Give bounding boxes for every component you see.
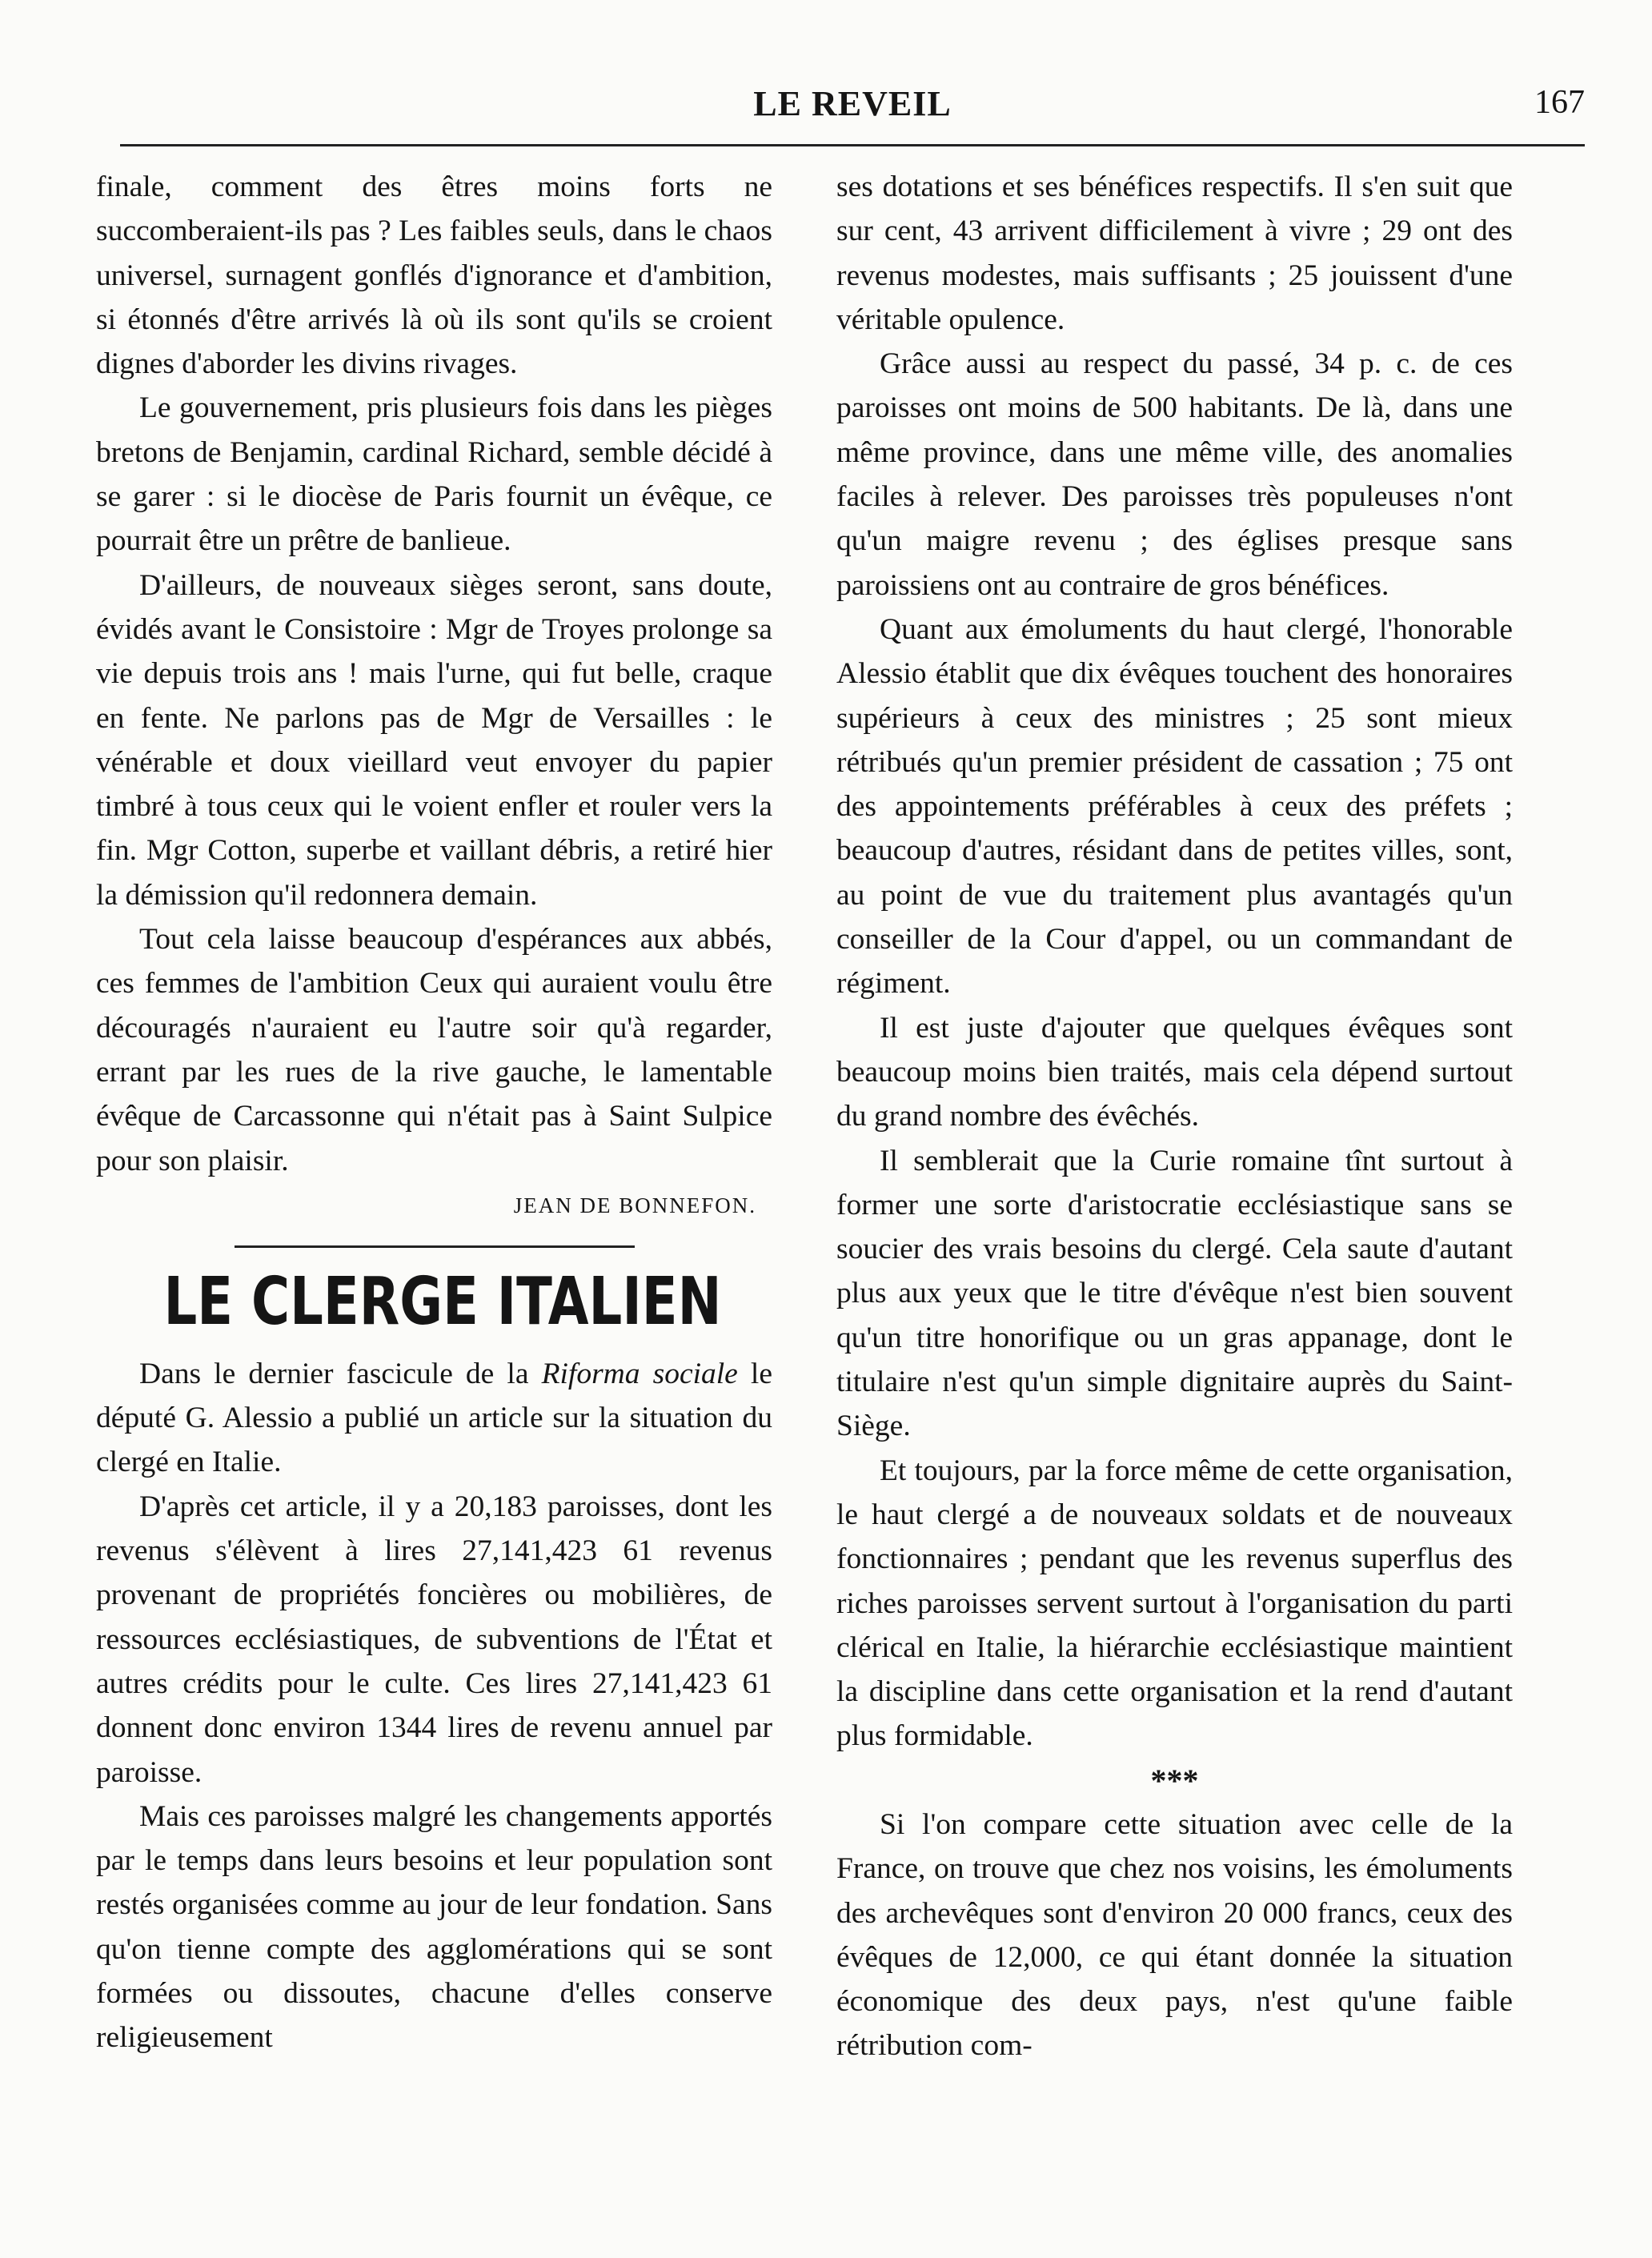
paragraph: Il est juste d'ajouter que quelques évêques sont beaucoup moins bien traités, mais cela dépend surtout du grand nombre des évêchés. bbox=[836, 1011, 1513, 1133]
right-column bbox=[836, 165, 1513, 2068]
paragraph bbox=[96, 1352, 772, 1485]
journal-title: Riforma sociale bbox=[541, 1357, 738, 1390]
paragraph: D'ailleurs, de nouveaux sièges seront, sans doute, évidés avant le Consistoire : Mgr de Troyes prolonge sa vie depuis trois ans ! mais l'urne, qui fut belle, craque en fente. Ne parlons pas de Mgr de Versailles : le vénérable et doux vieillard veut envoyer du papier timbré à tous ceux qui le voient enfler et rouler vers la fin. Mgr Cotton, superbe et vaillant débris, a retiré hier la démission qu'il redonnera demain. bbox=[96, 568, 772, 912]
author-signature: JEAN DE BONNEFON. bbox=[513, 1193, 756, 1217]
paragraph: Il semblerait que la Curie romaine tînt surtout à former une sorte d'aristocratie ecclésiastique sans se soucier des vrais besoins du clergé. Cela saute d'autant plus aux yeux que le titre d'évêque n'est bien souvent qu'un titre honorifique ou un gras appanage, dont le titulaire n'est qu'un simple dignitaire auprès du Saint-Siège. bbox=[836, 1144, 1513, 1443]
paragraph: D'après cet article, il y a 20,183 paroisses, dont les revenus s'élèvent à lires 27,141,423 61 revenus provenant de propriétés foncières ou mobilières, de ressources ecclésiastiques, de subventions de l'État et autres crédits pour le culte. Ces lires 27,141,423 61 donnent donc environ 1344 lires de revenu annuel par paroisse. bbox=[96, 1490, 772, 1789]
header-rule bbox=[120, 144, 1585, 146]
page-number: 167 bbox=[1534, 84, 1585, 121]
paragraph: ses dotations et ses bénéfices respectifs. Il s'en suit que sur cent, 43 arrivent difficilement à vivre ; 29 ont des revenus modestes, mais suffisants ; 25 jouissent d'une véritable opulence. bbox=[836, 170, 1513, 336]
paragraph: Quant aux émoluments du haut clergé, l'honorable Alessio établit que dix évêques touchent des honoraires supérieurs à ceux des ministres ; 25 sont mieux rétribués qu'un premier président de cassation ; 75 ont des appointements préférables à ceux des préfets ; beaucoup d'autres, résidant dans de petites villes, sont, au point de vue du traitement plus avantagés qu'un conseiller de la Cour d'appel, ou un commandant de régiment. bbox=[836, 612, 1513, 1001]
paragraph: Tout cela laisse beaucoup d'espérances aux abbés, ces femmes de l'ambition Ceux qui auraient voulu être découragés n'auraient eu l'autre soir qu'à regarder, errant par les rues de la rive gauche, le lamentable évêque de Carcassonne qui n'était pas à Saint Sulpice pour son plaisir. bbox=[96, 923, 772, 1177]
paragraph: Si l'on compare cette situation avec celle de la France, on trouve que chez nos voisins, les émoluments des archevêques sont d'environ 20 000 francs, ceux des évêques de 12,000, ce qui étant donnée la situation économique des deux pays, n'est qu'une faible rétribution com- bbox=[836, 1807, 1513, 2063]
paragraph: Mais ces paroisses malgré les changements apportés par le temps dans leurs besoins et leur population sont restés organisées comme au jour de leur fondation. Sans qu'on tienne compte des agglomérations qui se sont formées ou dissoutes, chacune d'elles conserve religieusement bbox=[96, 1799, 772, 2055]
left-column bbox=[96, 165, 772, 2060]
paragraph: Et toujours, par la force même de cette organisation, le haut clergé a de nouveaux soldats et de nouveaux fonctionnaires ; pendant que les revenus superflus des riches paroisses servent surtout à l'organisation du parti clérical en Italie, la hiérarchie ecclésiastique maintient la discipline dans cette organisation et la rend d'autant plus formidable. bbox=[836, 1454, 1513, 1753]
asterism: *** bbox=[1150, 1762, 1199, 1799]
running-head bbox=[120, 83, 1585, 131]
paragraph: Le gouvernement, pris plusieurs fois dans les pièges bretons de Benjamin, cardinal Richard, semble décidé à se garer : si le diocèse de Paris fournit un évêque, ce pourrait être un prêtre de banlieue. bbox=[96, 391, 772, 558]
text-run: Dans le dernier fascicule de la bbox=[139, 1357, 542, 1390]
section-divider bbox=[235, 1245, 635, 1248]
paragraph: finale, comment des êtres moins forts ne succomberaient-ils pas ? Les faibles seuls, dans le chaos universel, surnagent gonflés d'ignorance et d'ambition, si étonnés d'être arrivés là où ils sont qu'ils se croient dignes d'aborder les divins rivages. bbox=[96, 170, 772, 381]
text-run: le député G. Alessio a publié un article sur la situation du clergé en Italie. bbox=[96, 1357, 772, 1479]
article-title: LE CLERGE ITALIEN bbox=[163, 1263, 722, 1340]
running-title: LE REVEIL bbox=[753, 84, 952, 123]
paragraph: Grâce aussi au respect du passé, 34 p. c. de ces paroisses ont moins de 500 habitants. De là, dans une même province, dans une même ville, des anomalies faciles à relever. Des paroisses très populeuses n'ont qu'un maigre revenu ; des églises presque sans paroissiens ont au contraire de gros bénéfices. bbox=[836, 347, 1513, 602]
